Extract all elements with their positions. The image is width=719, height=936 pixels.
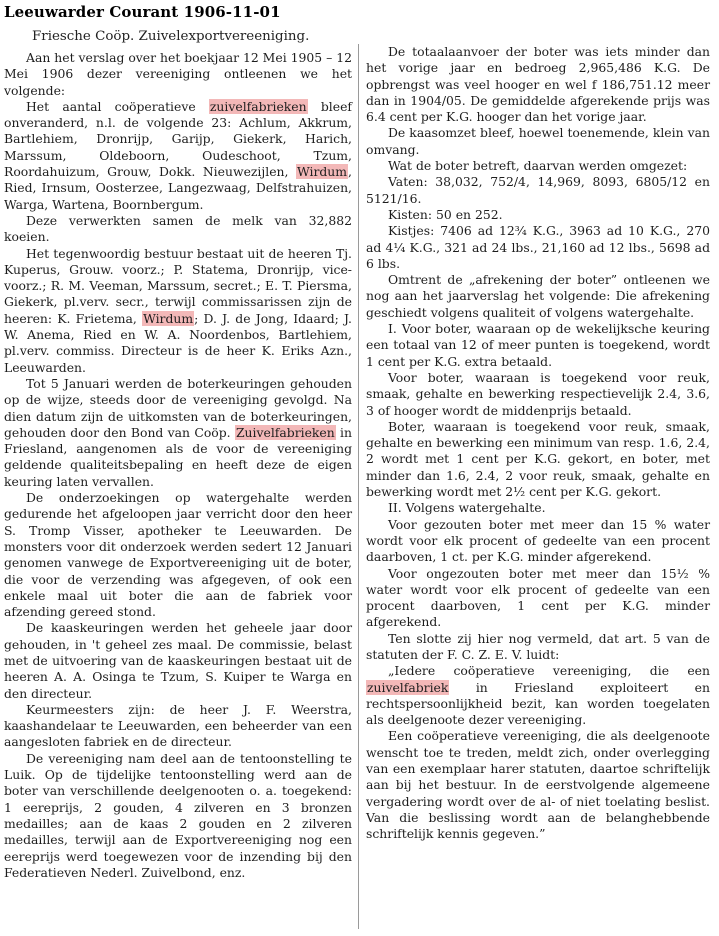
article-paragraph [366,631,710,664]
text-run: Kisten: 50 en 252. [388,206,503,222]
article-paragraph [366,207,710,223]
text-run: in Friesland exploiteert en rechtspersoonlijkheid bezit, kan worden toegelaten als deelgenoote dezer vereeniging. [366,679,710,728]
search-hit-highlight: Wirdum [296,164,348,180]
article-paragraph [366,566,710,631]
article-paragraph [366,500,710,516]
text-run: De kaasomzet bleef, hoewel toenemende, klein van omvang. [366,125,710,157]
article-paragraph [366,728,710,842]
search-hit-highlight: zuivelfabrieken [209,98,307,114]
text-run: Voor ongezouten boter met meer dan 15½ % water wordt voor elk procent of gedeelte van een procent daarboven, 1 cent per K.G. minder afgerekend. [366,565,710,630]
article-paragraph [4,620,352,701]
article-paragraph [4,213,352,246]
article-paragraph [366,272,710,321]
article-paragraph [4,99,352,213]
text-run: Omtrent de „afrekening der boter” ontleenen we nog aan het jaarverslag het volgende: Die afrekening geschiedt volgens qualiteit of volgens watergehalte. [366,272,710,320]
text-run: Boter, waaraan is toegekend voor reuk, smaak, gehalte en bewerking een minimum van resp. 1.6, 2.4, 2 wordt met 1 cent per K.G. gekort, en boter, met minder dan 1.6, 2.4, 2 voor reuk, smaak, gehalte en bewerking wordt met 2½ cent per K.G. gekort. [366,418,710,500]
text-run: Wat de boter betreft, daarvan werden omgezet: [388,158,688,174]
text-run: II. Volgens watergehalte. [388,500,546,516]
article-paragraph [366,44,710,125]
right-column [366,44,710,843]
article-paragraph [366,223,710,272]
text-run: De vereeniging nam deel aan de tentoonstelling te Luik. Op de tijdelijke tentoonstelling werd aan de boter van verschillende deelgenooten o. a. toegekend: 1 eereprijs, 2 gouden, 4 zilveren en 3 bronzen medailles; aan de kaas 2 gouden en 2 zilveren medailles, terwijl aan de Exportvereeniging nog een eereprijs werd toegewezen voor de inzending bij den Federatieven Nederl. Zuivelbond, enz. [4,750,352,880]
text-run: „Iedere coöperatieve vereeniging, die een [388,663,710,679]
text-run: Kistjes: 7406 ad 12¾ K.G., 3963 ad 10 K.G., 270 ad 4¼ K.G., 321 ad 24 lbs., 21,160 ad 12 lbs., 5698 ad 6 lbs. [366,223,710,271]
text-run: , Ried, Irnsum, Oosterzee, Langezwaag, Delfstrahuizen, Warga, Wartena, Boornbergum. [4,164,352,212]
article-paragraph [4,376,352,490]
article-paragraph [366,125,710,158]
article-title: Friesche Coöp. Zuivelexportvereeniging. [32,29,310,44]
text-run: Ten slotte zij hier nog vermeld, dat art. 5 van de statuten der F. C. Z. E. V. luidt: [366,630,710,662]
article-paragraph [366,663,710,728]
article-paragraph [4,702,352,751]
text-run: I. Voor boter, waaraan op de wekelijksche keuring een totaal van 12 of meer punten is toegekend, wordt 1 cent per K.G. extra betaald. [366,321,710,369]
text-run: Vaten: 38,032, 752/4, 14,969, 8093, 6805/12 en 5121/16. [366,174,710,206]
text-run: Voor boter, waaraan is toegekend voor reuk, smaak, gehalte en bewerking respectievelijk 2.4, 3.6, 3 of hooger wordt de middenprijs betaald. [366,369,710,418]
text-run: Deze verwerkten samen de melk van 32,882 koeien. [4,212,352,245]
column-divider [358,44,359,929]
text-run: Het tegenwoordig bestuur bestaat uit de heeren Tj. Kuperus, Grouw. voorz.; P. Statema, Dronrijp, vice-voorz.; R. M. Veeman, Marssum, secret.; E. T. Piersma, Giekerk, pl.verv. secr., terwijl commissarissen zijn de heeren: K. Frietema, [4,245,352,326]
article-paragraph [4,50,352,99]
left-column [4,50,352,881]
newspaper-source-title: Leeuwarder Courant 1906-11-01 [4,3,281,21]
text-run: Een coöperatieve vereeniging, die als deelgenoote wenscht toe te treden, meldt zich, onder overlegging van een exemplaar harer statuten, daartoe schriftelijk aan bij het bestuur. In de eerstvolgende algemeene vergadering wordt over de al- of niet toelating beslist. Van die beslissing wordt aan de belanghebbende schriftelijk kennis gegeven.” [366,728,710,842]
article-paragraph [366,370,710,419]
text-run: Aan het verslag over het boekjaar 12 Mei 1905 – 12 Mei 1906 dezer vereeniging ontleenen we het volgende: [4,50,352,98]
search-hit-highlight: zuivelfabriek [367,679,449,695]
text-run: ; D. J. de Jong, Idaard; J. W. Anema, Ried en W. A. Noordenbos, Bartlehiem, pl.verv. commiss. Directeur is de heer K. Eriks Azn., Leeuwarden. [4,310,352,375]
search-hit-highlight: Zuivelfabrieken [235,424,335,440]
text-run: De onderzoekingen op watergehalte werden gedurende het afgeloopen jaar verricht door den heer S. Tromp Visser, apotheker te Leeuwarden. De monsters voor dit onderzoek werden sedert 12 Januari genomen vanwege de Exportvereeniging uit de boter, die voor de verzending was afgegeven, of ook een enkele maal uit boter die aan de fabriek voor afzending gereed stond. [4,490,352,620]
article-paragraph [366,419,710,500]
article-paragraph [4,751,352,881]
text-run: De totaalaanvoer der boter was iets minder dan het vorige jaar en bedroeg 2,965,486 K.G. De opbrengst was veel hooger en wel f 186,751.12 meer dan in 1904/05. De gemiddelde afgerekende prijs was 6.4 cent per K.G. hooger dan het vorige jaar. [366,44,710,125]
text-run: Keurmeesters zijn: de heer J. F. Weerstra, kaashandelaar te Leeuwarden, een beheerder van een aangesloten fabriek en de directeur. [4,701,352,750]
article-paragraph [4,246,352,376]
article-paragraph [366,174,710,207]
text-run: De kaaskeuringen werden het geheele jaar door gehouden, in 't geheel zes maal. De commissie, belast met de uitvoering van de kaaskeuringen bestaat uit de heeren A. A. Osinga te Tzum, S. Kuiper te Warga en den directeur. [4,620,352,701]
text-run: Tot 5 Januari werden de boterkeuringen gehouden op de wijze, steeds door de vereeniging gevolgd. Na dien datum zijn de uitkomsten van de boterkeuringen, gehouden door den Bond van Coöp. [4,375,352,440]
text-run: bleef onveranderd, n.l. de volgende 23: Achlum, Akkrum, Bartlehiem, Dronrijp, Garijp, Giekerk, Harich, Marssum, Oldeboorn, Oudeschoot, Tzum, Roordahuizum, Grouw, Dokk. Nieuwezijlen, [4,98,352,180]
article-paragraph [4,490,352,620]
article-paragraph [366,517,710,566]
article-paragraph [366,158,710,174]
article-paragraph [366,321,710,370]
search-hit-highlight: Wirdum [143,310,194,326]
text-run: in Friesland, aangenomen als de voor de vereeniging geldende qualiteitsbepaling en heeft deze de eigen keuring laten vervallen. [4,424,352,489]
text-run: Voor gezouten boter met meer dan 15 % water wordt voor elk procent of gedeelte van een procent daarboven, 1 ct. per K.G. minder afgerekend. [366,516,710,565]
text-run: Het aantal coöperatieve [26,98,209,114]
